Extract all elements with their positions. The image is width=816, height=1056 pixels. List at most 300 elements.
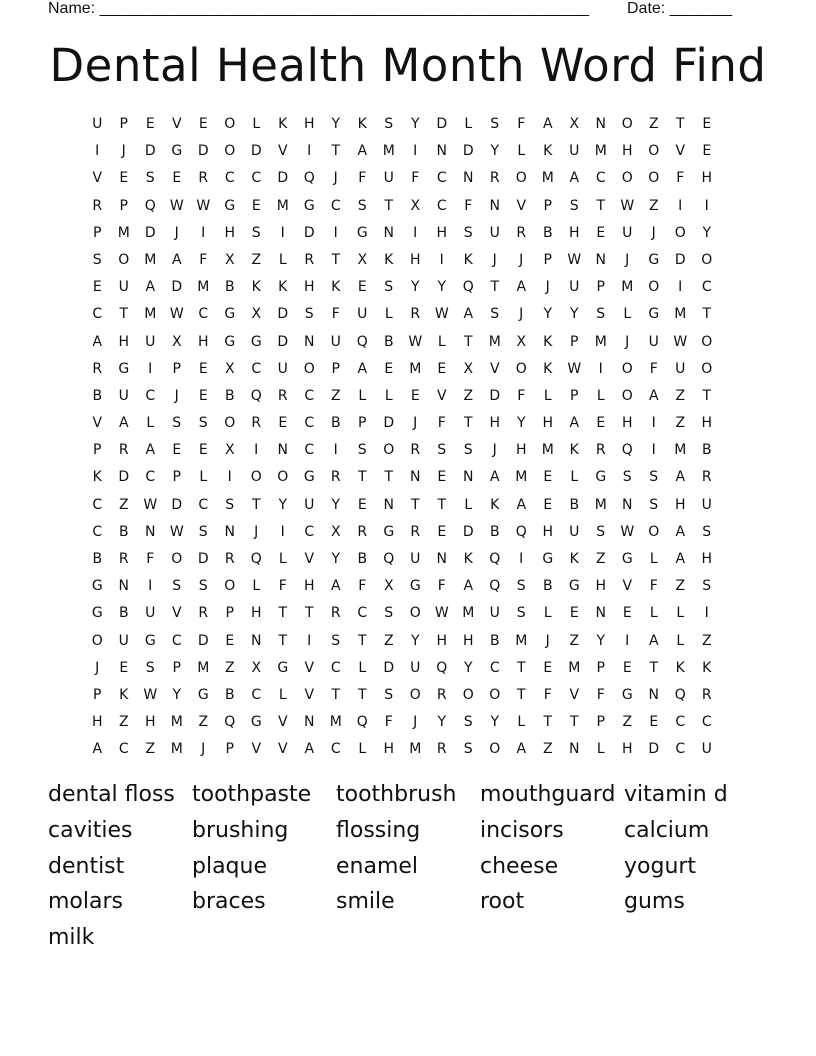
grid-letter: D (383, 415, 395, 432)
grid-letter: G (277, 659, 289, 676)
grid-letter: Z (569, 632, 580, 649)
grid-letter: S (331, 632, 341, 649)
grid-letter: M (197, 279, 210, 296)
grid-letter: M (594, 143, 607, 160)
grid-letter: Y (596, 632, 606, 649)
grid-letter: X (516, 333, 527, 350)
grid-letter: B (224, 686, 235, 703)
grid-letter: T (384, 469, 394, 486)
grid-letter: G (197, 686, 209, 703)
grid-letter: Q (144, 197, 156, 214)
grid-letter: P (570, 333, 579, 350)
grid-letter: E (198, 116, 208, 132)
grid-letter: R (198, 170, 209, 187)
grid-letter: M (515, 632, 528, 649)
grid-letter: F (358, 170, 367, 187)
grid-letter: U (145, 605, 156, 622)
grid-letter: M (621, 279, 634, 296)
grid-letter: S (145, 170, 155, 187)
grid-letter: O (224, 578, 236, 595)
grid-letter: N (622, 496, 633, 513)
grid-letter: C (92, 306, 103, 323)
grid-letter: I (307, 632, 312, 649)
grid-letter: G (648, 306, 660, 323)
grid-letter: E (702, 143, 712, 160)
grid-letter: Y (463, 659, 473, 676)
grid-letter: G (542, 551, 554, 567)
grid-letter: H (621, 143, 633, 160)
grid-letter: L (543, 387, 552, 404)
grid-letter: G (383, 523, 395, 540)
grid-letter: E (198, 442, 208, 459)
word-list-item: braces (192, 889, 266, 915)
grid-letter: D (489, 387, 501, 404)
grid-letter: Y (516, 415, 526, 432)
grid-letter: Q (436, 659, 448, 676)
grid-letter: J (174, 387, 179, 404)
grid-letter: D (118, 469, 130, 486)
grid-letter: Y (410, 116, 420, 132)
word-list-item: brushing (192, 817, 289, 843)
grid-letter: Z (145, 741, 156, 758)
grid-letter: V (436, 387, 447, 404)
grid-letter: W (169, 523, 184, 540)
grid-letter: E (145, 116, 155, 132)
grid-letter: H (224, 224, 236, 241)
grid-letter: C (330, 197, 341, 214)
grid-letter: S (463, 741, 473, 758)
grid-letter: M (674, 442, 687, 459)
grid-letter: V (489, 360, 500, 377)
page-title: Dental Health Month Word Find (49, 39, 767, 92)
grid-letter: I (95, 143, 100, 160)
grid-letter: Y (490, 143, 500, 160)
grid-letter: F (649, 578, 658, 595)
grid-letter: A (92, 741, 103, 758)
grid-letter: H (144, 714, 156, 731)
grid-letter: A (357, 360, 368, 377)
grid-letter: P (596, 659, 605, 676)
grid-letter: E (384, 360, 394, 377)
name-field-label: Name: _______________________________________________________ (48, 0, 589, 17)
grid-letter: U (701, 741, 712, 758)
grid-letter: N (436, 551, 447, 567)
grid-letter: Z (622, 714, 633, 731)
grid-letter: H (197, 333, 209, 350)
grid-letter: V (304, 686, 315, 703)
grid-letter: D (462, 523, 474, 540)
grid-letter: J (492, 442, 497, 459)
grid-letter: C (701, 279, 712, 296)
grid-letter: K (463, 251, 473, 268)
grid-letter: X (330, 523, 341, 540)
grid-letter: R (595, 442, 606, 459)
grid-letter: T (357, 632, 367, 649)
grid-letter: Z (463, 387, 474, 404)
grid-letter: A (648, 632, 659, 649)
grid-letter: S (92, 251, 102, 268)
grid-letter: A (145, 442, 156, 459)
grid-letter: G (224, 333, 236, 350)
grid-letter: O (118, 251, 130, 268)
grid-letter: T (463, 333, 473, 350)
grid-letter: S (490, 116, 500, 132)
grid-letter: C (436, 170, 447, 187)
grid-letter: T (331, 251, 341, 268)
grid-letter: J (625, 333, 630, 350)
grid-letter: A (463, 306, 474, 323)
grid-letter: L (278, 686, 287, 703)
grid-letter: K (543, 360, 553, 377)
grid-letter: W (434, 306, 449, 323)
grid-letter: A (542, 116, 553, 132)
grid-letter: R (701, 469, 712, 486)
grid-letter: P (358, 415, 367, 432)
grid-letter: D (436, 116, 448, 132)
grid-letter: M (276, 197, 289, 214)
grid-letter: E (596, 415, 606, 432)
grid-letter: O (91, 632, 103, 649)
grid-letter: F (437, 415, 446, 432)
grid-letter: G (224, 197, 236, 214)
grid-letter: W (567, 251, 582, 268)
grid-letter: T (410, 496, 420, 513)
grid-letter: U (569, 523, 580, 540)
grid-letter: E (543, 659, 553, 676)
grid-letter: K (278, 279, 288, 296)
grid-letter: N (145, 523, 156, 540)
grid-letter: Q (356, 714, 368, 731)
grid-letter: O (489, 686, 501, 703)
grid-letter: H (409, 251, 421, 268)
word-list-item: molars (48, 889, 123, 915)
grid-letter: G (303, 469, 315, 486)
grid-letter: L (252, 116, 261, 132)
grid-letter: J (333, 170, 338, 187)
grid-letter: S (172, 415, 182, 432)
grid-letter: V (277, 741, 288, 758)
grid-letter: D (277, 306, 289, 323)
grid-letter: C (251, 686, 262, 703)
word-list-item: root (480, 889, 525, 915)
grid-letter: Q (303, 170, 315, 187)
grid-letter: E (357, 496, 367, 513)
grid-letter: A (675, 551, 686, 567)
grid-letter: Y (331, 551, 341, 567)
grid-letter: K (463, 551, 473, 567)
grid-letter: U (145, 333, 156, 350)
grid-letter: L (517, 143, 526, 160)
grid-letter: W (620, 523, 635, 540)
grid-letter: Z (675, 415, 686, 432)
grid-letter: W (620, 197, 635, 214)
word-list-item: dentist (48, 853, 125, 879)
grid-letter: W (143, 496, 158, 513)
grid-letter: L (649, 551, 658, 567)
grid-letter: J (413, 714, 418, 731)
grid-letter: C (595, 170, 606, 187)
grid-letter: L (278, 551, 287, 567)
grid-letter: C (675, 714, 686, 731)
grid-letter: S (198, 415, 208, 432)
grid-letter: F (649, 360, 658, 377)
grid-letter: R (92, 360, 103, 377)
grid-letter: I (519, 551, 524, 567)
word-list-item: cavities (48, 817, 133, 843)
grid-letter: G (250, 333, 262, 350)
grid-letter: C (304, 523, 315, 540)
grid-letter: K (675, 659, 685, 676)
grid-letter: L (649, 605, 658, 622)
grid-letter: E (702, 116, 712, 132)
grid-letter: B (118, 605, 129, 622)
grid-letter: N (277, 442, 288, 459)
grid-letter: H (303, 279, 315, 296)
grid-letter: L (517, 714, 526, 731)
grid-letter: N (251, 632, 262, 649)
grid-letter: A (516, 496, 527, 513)
word-list-item: yogurt (624, 853, 697, 879)
grid-letter: L (358, 741, 367, 758)
grid-letter: I (333, 442, 338, 459)
grid-letter: E (198, 360, 208, 377)
grid-letter: E (543, 469, 553, 486)
grid-letter: H (250, 605, 262, 622)
grid-letter: K (543, 143, 553, 160)
grid-letter: X (224, 360, 235, 377)
grid-letter: N (595, 251, 606, 268)
grid-letter: Z (224, 659, 235, 676)
grid-letter: B (542, 224, 553, 241)
grid-letter: H (621, 741, 633, 758)
grid-letter: J (492, 251, 497, 268)
grid-letter: J (413, 415, 418, 432)
grid-letter: P (93, 442, 102, 459)
grid-letter: G (91, 578, 103, 595)
grid-letter: T (702, 306, 712, 323)
grid-letter: E (437, 523, 447, 540)
grid-letter: L (543, 605, 552, 622)
grid-letter: R (701, 686, 712, 703)
grid-letter: Q (250, 551, 262, 567)
grid-letter: T (463, 415, 473, 432)
grid-letter: A (118, 415, 129, 432)
grid-letter: E (251, 197, 261, 214)
grid-letter: L (676, 632, 685, 649)
grid-letter: Z (542, 741, 553, 758)
grid-letter: K (569, 551, 579, 567)
grid-letter: O (701, 251, 713, 268)
grid-letter: I (201, 224, 206, 241)
grid-letter: Q (674, 686, 686, 703)
grid-letter: K (278, 116, 288, 132)
grid-letter: L (358, 387, 367, 404)
grid-letter: A (145, 279, 156, 296)
grid-letter: K (543, 333, 553, 350)
grid-letter: N (304, 333, 315, 350)
grid-letter: C (92, 496, 103, 513)
grid-letter: W (169, 197, 184, 214)
grid-letter: L (437, 333, 446, 350)
grid-letter: K (384, 251, 394, 268)
grid-letter: X (410, 197, 421, 214)
grid-letter: R (330, 469, 341, 486)
grid-letter: Q (515, 523, 527, 540)
grid-letter: F (278, 578, 287, 595)
grid-letter: S (384, 279, 394, 296)
grid-letter: L (623, 306, 632, 323)
grid-letter: L (199, 469, 208, 486)
grid-letter: M (144, 251, 157, 268)
grid-letter: H (701, 551, 713, 567)
grid-letter: P (93, 686, 102, 703)
grid-letter: K (331, 279, 341, 296)
grid-letter: V (171, 116, 182, 132)
grid-letter: K (251, 279, 261, 296)
grid-letter: H (568, 224, 580, 241)
grid-letter: S (569, 197, 579, 214)
grid-letter: O (701, 333, 713, 350)
grid-letter: G (621, 551, 633, 567)
grid-letter: U (118, 279, 129, 296)
grid-letter: N (118, 578, 129, 595)
grid-letter: Y (543, 306, 553, 323)
grid-letter: M (594, 496, 607, 513)
grid-letter: I (439, 251, 444, 268)
grid-letter: F (517, 387, 526, 404)
grid-letter: G (595, 469, 607, 486)
grid-letter: R (277, 387, 288, 404)
grid-letter: G (91, 605, 103, 622)
grid-letter: G (250, 714, 262, 731)
grid-letter: T (437, 496, 447, 513)
grid-letter: I (148, 578, 153, 595)
grid-letter: U (92, 116, 103, 132)
grid-letter: J (254, 523, 259, 540)
grid-letter: Y (172, 686, 182, 703)
grid-letter: O (648, 279, 660, 296)
grid-letter: W (143, 686, 158, 703)
grid-letter: J (519, 251, 524, 268)
grid-letter: X (224, 442, 235, 459)
grid-letter: V (516, 197, 527, 214)
grid-letter: S (516, 578, 526, 595)
grid-letter: J (651, 224, 656, 241)
grid-letter: C (436, 197, 447, 214)
letter-grid (84, 114, 720, 767)
grid-letter: B (569, 496, 580, 513)
grid-letter: F (384, 714, 393, 731)
grid-letter: R (224, 551, 235, 567)
grid-letter: V (569, 686, 580, 703)
grid-letter: D (674, 251, 686, 268)
word-list-item: incisors (480, 817, 564, 843)
grid-letter: F (146, 551, 155, 567)
grid-letter: D (462, 143, 474, 160)
grid-letter: E (437, 360, 447, 377)
grid-letter: R (410, 306, 421, 323)
grid-letter: U (330, 333, 341, 350)
grid-letter: L (384, 387, 393, 404)
grid-letter: I (651, 415, 656, 432)
grid-letter: V (675, 143, 686, 160)
grid-letter: U (622, 224, 633, 241)
grid-letter: N (489, 197, 500, 214)
word-list-item: toothpaste (192, 782, 312, 807)
grid-letter: S (490, 306, 500, 323)
grid-letter: I (307, 143, 312, 160)
grid-letter: U (277, 360, 288, 377)
grid-letter: B (92, 551, 103, 567)
grid-letter: H (674, 496, 686, 513)
grid-letter: T (251, 496, 261, 513)
grid-letter: O (621, 170, 633, 187)
grid-letter: F (331, 306, 340, 323)
date-field-label: Date: _______ (627, 0, 732, 17)
grid-letter: E (92, 279, 102, 296)
grid-letter: U (383, 170, 394, 187)
grid-letter: R (357, 523, 368, 540)
grid-letter: U (675, 360, 686, 377)
grid-letter: B (383, 333, 394, 350)
grid-letter: D (197, 143, 209, 160)
word-list-item: gums (624, 889, 685, 915)
grid-letter: O (701, 360, 713, 377)
grid-letter: O (277, 469, 289, 486)
grid-letter: G (144, 632, 156, 649)
grid-letter: O (648, 523, 660, 540)
grid-letter: G (224, 306, 236, 323)
grid-letter: G (648, 251, 660, 268)
grid-letter: P (119, 116, 128, 132)
grid-letter: P (172, 469, 181, 486)
grid-letter: V (304, 551, 315, 567)
grid-letter: H (701, 170, 713, 187)
grid-letter: P (543, 197, 552, 214)
grid-letter: V (92, 415, 103, 432)
grid-letter: G (568, 578, 580, 595)
grid-letter: L (278, 251, 287, 268)
grid-letter: C (198, 306, 209, 323)
grid-letter: H (303, 116, 315, 132)
grid-letter: T (357, 686, 367, 703)
grid-letter: O (515, 360, 527, 377)
word-list (48, 780, 768, 959)
word-list-item: calcium (624, 817, 710, 843)
grid-letter: V (92, 170, 103, 187)
grid-letter: B (330, 415, 341, 432)
grid-letter: S (702, 578, 712, 595)
grid-letter: Q (462, 279, 474, 296)
grid-letter: S (437, 442, 447, 459)
grid-letter: S (596, 306, 606, 323)
grid-letter: E (172, 170, 182, 187)
word-list-item: milk (48, 925, 95, 951)
grid-letter: Z (648, 197, 659, 214)
grid-letter: O (250, 469, 262, 486)
grid-letter: I (333, 224, 338, 241)
grid-letter: S (357, 197, 367, 214)
grid-letter: O (648, 143, 660, 160)
grid-letter: P (570, 387, 579, 404)
grid-letter: H (118, 333, 130, 350)
grid-letter: I (678, 279, 683, 296)
grid-letter: X (569, 116, 580, 132)
grid-letter: T (543, 714, 553, 731)
grid-letter: T (649, 659, 659, 676)
grid-letter: C (118, 741, 129, 758)
grid-letter: Z (675, 578, 686, 595)
